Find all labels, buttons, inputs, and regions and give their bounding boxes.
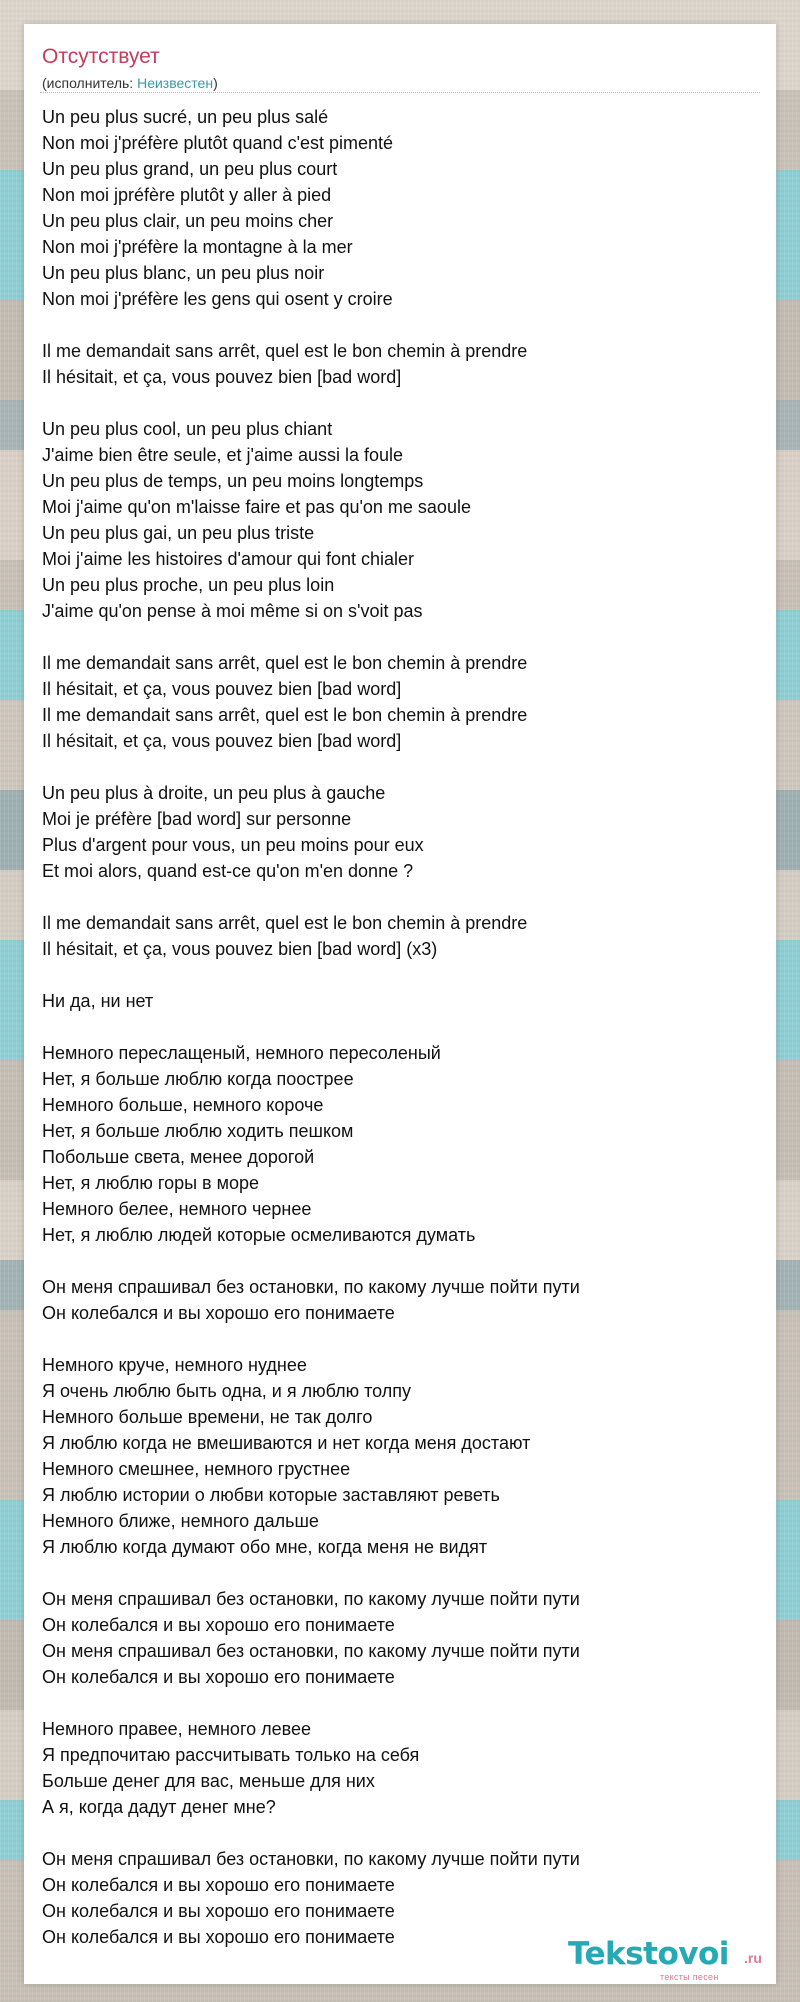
lyrics-line: Un peu plus de temps, un peu moins longtemps <box>42 471 424 491</box>
lyrics-line: Побольше света, менее дорогой <box>42 1147 315 1167</box>
lyrics-spacer <box>42 312 762 338</box>
lyrics-spacer <box>42 1690 762 1716</box>
lyrics-spacer <box>42 962 762 988</box>
lyrics-line: Un peu plus cool, un peu plus chiant <box>42 419 333 439</box>
lyrics-line: Moi je préfère [bad word] sur personne <box>42 809 352 829</box>
lyrics-line: Il me demandait sans arrêt, quel est le bon chemin à prendre <box>42 653 528 673</box>
lyrics-line: Немного смешнее, немного грустнее <box>42 1459 351 1479</box>
lyrics-line: Non moi jpréfère plutôt y aller à pied <box>42 185 332 205</box>
lyrics-line: Он колебался и вы хорошо его понимаете <box>42 1667 395 1687</box>
lyrics-line: Un peu plus clair, un peu moins cher <box>42 211 334 231</box>
lyrics-line: Il hésitait, et ça, vous pouvez bien [bad word] (x3) <box>42 939 438 959</box>
lyrics-spacer <box>42 1560 762 1586</box>
lyrics-line: Il me demandait sans arrêt, quel est le bon chemin à prendre <box>42 341 528 361</box>
lyrics-spacer <box>42 1326 762 1352</box>
lyrics-line: Он меня спрашивал без остановки, по какому лучше пойти пути <box>42 1849 580 1869</box>
lyrics-line: Non moi j'préfère la montagne à la mer <box>42 237 353 257</box>
lyrics-line: Я люблю когда думают обо мне, когда меня не видят <box>42 1537 488 1557</box>
logo-tagline: тексты песен <box>660 1972 719 1982</box>
lyrics-line: Un peu plus sucré, un peu plus salé <box>42 107 329 127</box>
lyrics-line: Il me demandait sans arrêt, quel est le bon chemin à prendre <box>42 913 528 933</box>
lyrics-line: J'aime qu'on pense à moi même si on s'voit pas <box>42 601 423 621</box>
site-logo[interactable] <box>568 1936 778 1984</box>
lyrics-line: J'aime bien être seule, et j'aime aussi la foule <box>42 445 404 465</box>
song-title: Отсутствует <box>42 45 160 68</box>
lyrics-line: Он колебался и вы хорошо его понимаете <box>42 1615 395 1635</box>
lyrics-body <box>42 104 762 1950</box>
logo-wordmark: Tekstovoi <box>568 1936 729 1972</box>
lyrics-line: Il hésitait, et ça, vous pouvez bien [bad word] <box>42 367 402 387</box>
lyrics-spacer <box>42 390 762 416</box>
lyrics-line: Он колебался и вы хорошо его понимаете <box>42 1303 395 1323</box>
lyrics-line: Я предпочитаю рассчитывать только на себя <box>42 1745 420 1765</box>
lyrics-line: Un peu plus grand, un peu plus court <box>42 159 338 179</box>
lyrics-line: Moi j'aime les histoires d'amour qui font chialer <box>42 549 415 569</box>
lyrics-line: Plus d'argent pour vous, un peu moins pour eux <box>42 835 424 855</box>
lyrics-line: Немного круче, немного нуднее <box>42 1355 307 1375</box>
lyrics-line: Он меня спрашивал без остановки, по какому лучше пойти пути <box>42 1277 580 1297</box>
lyrics-line: Он колебался и вы хорошо его понимаете <box>42 1927 395 1947</box>
lyrics-line: Я очень люблю быть одна, и я люблю толпу <box>42 1381 411 1401</box>
lyrics-line: Et moi alors, quand est-ce qu'on m'en donne ? <box>42 861 414 881</box>
lyrics-line: Non moi j'préfère plutôt quand c'est pimenté <box>42 133 394 153</box>
lyrics-line: Я люблю истории о любви которые заставляют реветь <box>42 1485 500 1505</box>
artist-suffix: ) <box>213 75 218 91</box>
lyrics-line: Il me demandait sans arrêt, quel est le bon chemin à prendre <box>42 705 528 725</box>
lyrics-line: Un peu plus blanc, un peu plus noir <box>42 263 325 283</box>
logo-domain: .ru <box>744 1950 762 1966</box>
lyrics-line: Немного больше, немного короче <box>42 1095 324 1115</box>
lyrics-spacer <box>42 754 762 780</box>
lyrics-line: Un peu plus gai, un peu plus triste <box>42 523 315 543</box>
lyrics-line: Non moi j'préfère les gens qui osent y croire <box>42 289 393 309</box>
lyrics-line: Он меня спрашивал без остановки, по какому лучше пойти пути <box>42 1589 580 1609</box>
lyrics-card <box>24 24 776 1984</box>
lyrics-line: Нет, я больше люблю ходить пешком <box>42 1121 354 1141</box>
lyrics-line: Il hésitait, et ça, vous pouvez bien [bad word] <box>42 679 402 699</box>
lyrics-line: Он меня спрашивал без остановки, по какому лучше пойти пути <box>42 1641 580 1661</box>
lyrics-line: Он колебался и вы хорошо его понимаете <box>42 1901 395 1921</box>
lyrics-spacer <box>42 624 762 650</box>
lyrics-line: Он колебался и вы хорошо его понимаете <box>42 1875 395 1895</box>
lyrics-spacer <box>42 884 762 910</box>
lyrics-spacer <box>42 1248 762 1274</box>
lyrics-spacer <box>42 1820 762 1846</box>
lyrics-line: Немного переслащеный, немного пересоленый <box>42 1043 441 1063</box>
lyrics-line: Moi j'aime qu'on m'laisse faire et pas qu'on me saoule <box>42 497 471 517</box>
lyrics-line: Немного белее, немного чернее <box>42 1199 312 1219</box>
lyrics-line: Il hésitait, et ça, vous pouvez bien [bad word] <box>42 731 402 751</box>
lyrics-line: Немного ближе, немного дальше <box>42 1511 319 1531</box>
artist-prefix: (исполнитель: <box>42 75 138 91</box>
title-divider <box>40 92 760 93</box>
lyrics-line: Немного больше времени, не так долго <box>42 1407 373 1427</box>
artist-line <box>42 74 218 92</box>
lyrics-line: Я люблю когда не вмешиваются и нет когда меня достают <box>42 1433 531 1453</box>
lyrics-line: Нет, я больше люблю когда поострее <box>42 1069 354 1089</box>
lyrics-line: Ни да, ни нет <box>42 991 154 1011</box>
lyrics-spacer <box>42 1014 762 1040</box>
lyrics-line: А я, когда дадут денег мне? <box>42 1797 276 1817</box>
lyrics-line: Нет, я люблю горы в море <box>42 1173 260 1193</box>
lyrics-line: Un peu plus à droite, un peu plus à gauche <box>42 783 386 803</box>
artist-link[interactable]: Неизвестен <box>137 75 214 91</box>
lyrics-line: Un peu plus proche, un peu plus loin <box>42 575 335 595</box>
lyrics-line: Немного правее, немного левее <box>42 1719 312 1739</box>
lyrics-line: Нет, я люблю людей которые осмеливаются думать <box>42 1225 476 1245</box>
lyrics-line: Больше денег для вас, меньше для них <box>42 1771 375 1791</box>
